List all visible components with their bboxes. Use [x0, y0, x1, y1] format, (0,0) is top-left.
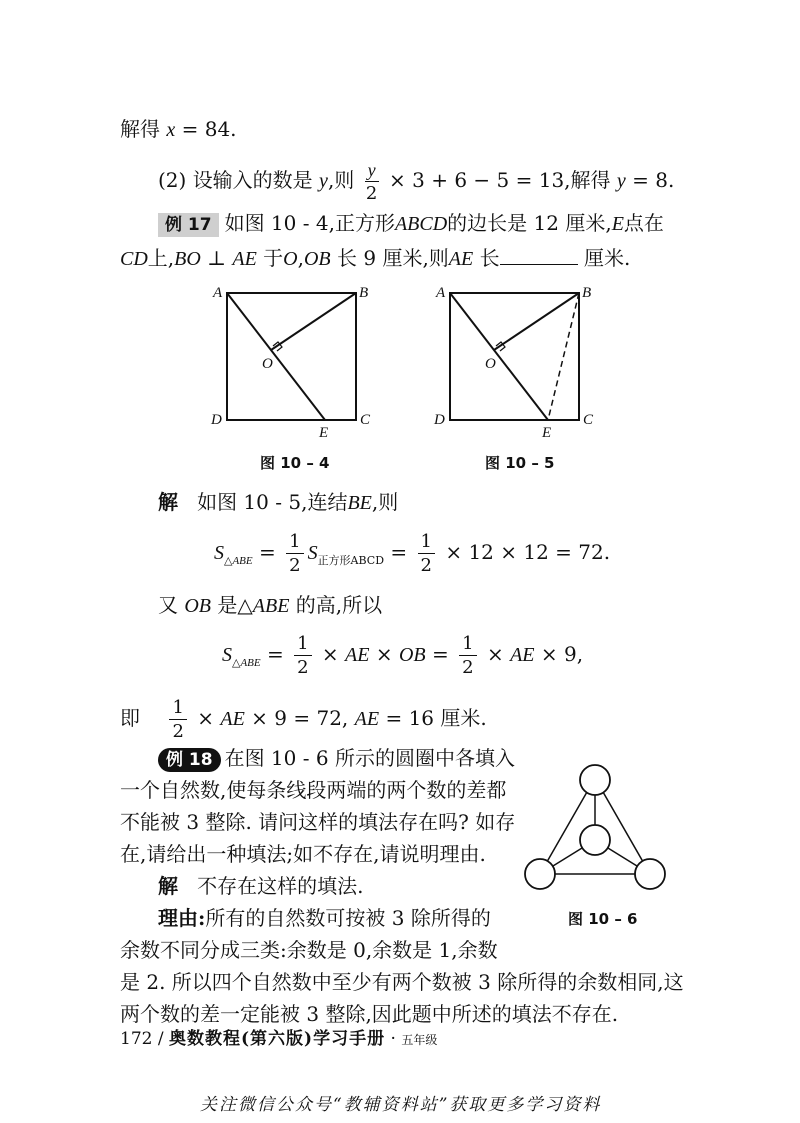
example-18-line-4: 在,请给出一种填法;如不存在,请说明理由. — [120, 842, 486, 866]
solution-17-equation-1: $S_{\triangle ABE}$ = $\frac{1}{2}$ $S_{正方形ABCD}$ = $\frac{1}{2}$ × 12 × 12 = 72. — [214, 530, 611, 576]
watermark: 关注微信公众号“教辅资料站”获取更多学习资料 — [200, 1095, 602, 1115]
segment-ae — [227, 293, 325, 420]
square-abcd — [227, 293, 356, 420]
example-18-tag: 例 18 — [158, 748, 221, 772]
reason-line-3: 是 2. 所以四个自然数中至少有两个数被 3 除所得的余数相同,这 — [120, 970, 684, 994]
label-d: D — [211, 412, 222, 428]
label-c: C — [583, 412, 594, 428]
example-18-line-3: 不能被 3 整除. 请问这样的填法存在吗? 如存 — [120, 810, 516, 834]
segment-bo — [271, 293, 356, 350]
label-a: A — [213, 285, 223, 301]
label-d: D — [434, 412, 445, 428]
result-line-1: 解得 x = 84. — [120, 117, 237, 141]
solution-18-line: 解 不存在这样的填法. — [158, 874, 364, 898]
solution-17-equation-2: $S_{\triangle ABE}$ = $\frac{1}{2}$ × AE × OB = $\frac{1}{2}$ × AE × 9, — [222, 632, 584, 678]
figure-10-5-caption: 图 10 – 5 — [485, 454, 555, 472]
part-2-line: (2) 设输入的数是 y,则 $\frac{y}{2}$ × 3 + 6 − 5 = 13,解得 y = 8. — [158, 159, 675, 204]
page-number: 172 — [120, 1029, 153, 1049]
solution-17-height-line: 又 OB 是△ABE 的高,所以 — [158, 593, 383, 617]
segment-be-dashed — [548, 293, 579, 420]
circle-right — [635, 859, 665, 889]
reason-line-1: 理由:所有的自然数可按被 3 除所得的 — [158, 906, 491, 930]
solution-17-intro: 解 如图 10 - 5,连结BE,则 — [158, 490, 399, 514]
reason-line-2: 余数不同分成三类:余数是 0,余数是 1,余数 — [120, 938, 498, 962]
example-17-line-2: CD上,BO ⊥ AE 于O,OB 长 9 厘米,则AE 长 厘米. — [120, 242, 630, 274]
label-b: B — [359, 285, 369, 301]
figure-10-4-caption: 图 10 – 4 — [260, 454, 330, 472]
label-e: E — [542, 425, 552, 440]
square-abcd — [450, 293, 579, 420]
segment-bo — [494, 293, 579, 350]
label-e: E — [319, 425, 329, 440]
figure-10-6-caption: 图 10 – 6 — [568, 910, 638, 928]
figure-10-4 — [205, 280, 380, 440]
page-footer: 172 / 奥数教程(第六版)学习手册 · 五年级 — [120, 1029, 438, 1049]
circle-top — [580, 765, 610, 795]
example-17-line-1: 例 17 如图 10 - 4,正方形ABCD的边长是 12 厘米,E点在 — [158, 208, 664, 239]
example-18-line-1: 例 18 在图 10 - 6 所示的圆圈中各填入 — [158, 743, 515, 773]
fraction-y-over-2: $\frac{y}{2}$ — [365, 159, 378, 204]
circle-center — [580, 825, 610, 855]
answer-blank — [500, 242, 578, 265]
grade-label: 五年级 — [401, 1033, 438, 1047]
label-c: C — [360, 412, 371, 428]
example-18-line-2: 一个自然数,使每条线段两端的两个数的差都 — [120, 778, 507, 802]
solution-17-result: 即 $\frac{1}{2}$ × AE × 9 = 72, AE = 16 厘米. — [120, 696, 487, 742]
circle-left — [525, 859, 555, 889]
label-o: O — [262, 356, 273, 372]
label-a: A — [436, 285, 446, 301]
reason-line-4: 两个数的差一定能被 3 整除,因此题中所述的填法不存在. — [120, 1002, 619, 1026]
segment-ae — [450, 293, 548, 420]
figure-10-6 — [520, 760, 670, 900]
figure-10-5 — [428, 280, 603, 440]
label-o: O — [485, 356, 496, 372]
label-b: B — [582, 285, 592, 301]
book-title: 奥数教程(第六版)学习手册 — [169, 1029, 386, 1049]
example-17-tag: 例 17 — [158, 213, 219, 237]
